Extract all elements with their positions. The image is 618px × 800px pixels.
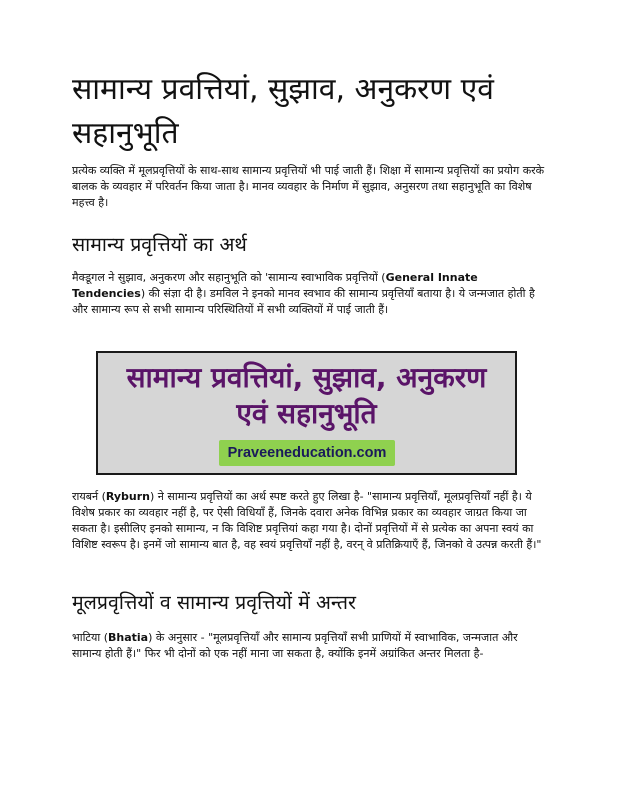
intro-paragraph: प्रत्येक व्यक्ति में मूलप्रवृत्तियों के साथ-साथ सामान्य प्रवृत्तियों भी पाई जाती हैं। शिक्षा में सामान्य प्रवृत्तियों का प्रयोग करके बालक के व्यवहार में परिवर्तन किया जाता है। मानव व्यवहार के निर्माण में सुझाव, अनुसरण तथा सहानुभूति का विशेष महत्त्व है। [72,164,545,209]
section-heading-difference: मूलप्रवृत्तियों व सामान्य प्रवृत्तियों में अन्तर [72,591,357,614]
page-title: सामान्य प्रवत्तियां, सुझाव, अनुकरण एवं सहानुभूति [72,72,494,151]
text-segment: रायबर्न ( [72,490,106,503]
english-term: General Innate Tendencies [72,271,478,300]
english-term: Ryburn [105,490,151,503]
text-segment: ) ने सामान्य प्रवृत्तियों का अर्थ स्पष्ट करते हुए लिखा है- "सामान्य प्रवृत्तियाँ, मूलप्रवृत्तियाँ नहीं है। ये विशेष प्रकार का व्यवहार नहीं है, पर ऐसी विधियाँ हैं, जिनके दवारा अनेक विभिन्न प्रकार का व्यवहार जाग्रत किया जा सकता है। इसीलिए इनको सामान्य, न कि विशिष्ट प्रवृत्तियां कहा गया है। दोनों प्रवृत्तियों में से प्रत्येक का अपना स्वयं का विशिष्ट स्वरूप है। इनमें जो सामान्य बात है, वह स्वयं प्रवृत्तियाँ नहीं है, वरन् वे प्रतिक्रियाएँ हैं, जिनको वे उत्पन्न करती हैं।" [72,490,542,551]
banner-title-line2: एवं सहानुभूति [236,397,377,430]
text-segment: ) के अनुसार - "मूलप्रवृत्तियाँ और सामान्य प्रवृत्तियाँ सभी प्राणियों में स्वाभाविक, जन्मजात और सामान्य होती हैं।" फिर भी दोनों को एक नहीं माना जा सकता है, क्योंकि इनमें अग्रांकित अन्तर मिलता है- [72,631,518,660]
section-heading-meaning: सामान्य प्रवृत्तियों का अर्थ [72,233,247,256]
featured-banner-image [96,351,517,475]
mcdougall-paragraph [72,270,550,318]
ryburn-paragraph [72,489,550,553]
english-term: Bhatia [108,631,149,644]
bhatia-paragraph [72,630,550,662]
text-segment: ) की संज्ञा दी है। डमविल ने इनको मानव स्वभाव की सामान्य प्रवृत्तियाँ बताया है। ये जन्मजात होती है और सामान्य रूप से सभी सामान्य परिस्थितियों में सभी व्यक्तियों में पाई जाती हैं। [72,287,535,316]
banner-website-label: Praveeneducation.com [219,440,395,466]
text-segment: मैक्डूगल ने सुझाव, अनुकरण और सहानुभूति को 'सामान्य स्वाभाविक प्रवृत्तियों ( [72,271,386,284]
text-segment: भाटिया ( [72,631,108,644]
banner-title-line1: सामान्य प्रवत्तियां, सुझाव, अनुकरण [126,361,487,394]
